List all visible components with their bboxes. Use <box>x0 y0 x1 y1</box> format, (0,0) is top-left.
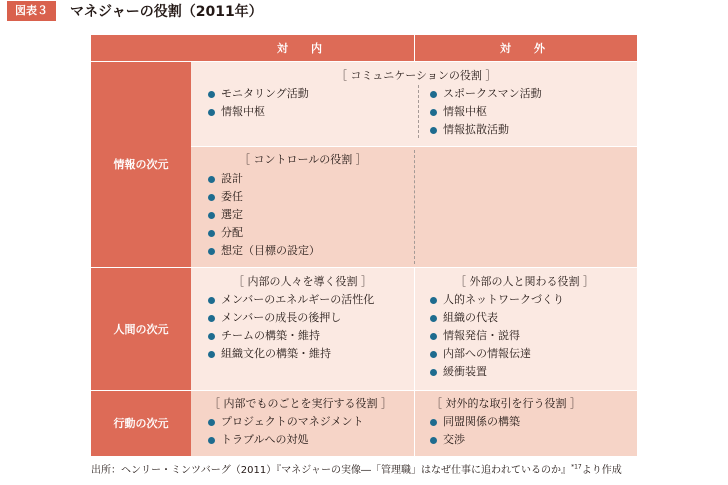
list-item: 人的ネットワークづくり <box>430 291 564 309</box>
row-divider <box>91 267 637 268</box>
list-item: 同盟関係の構築 <box>430 413 520 431</box>
list-item: 選定 <box>208 206 320 224</box>
list-item: 情報拡散活動 <box>430 121 542 139</box>
bullet-icon <box>208 230 215 237</box>
roles-table <box>91 35 637 456</box>
bullet-icon <box>208 91 215 98</box>
deal-outer-list <box>430 413 520 449</box>
bullet-icon <box>430 437 437 444</box>
list-item: メンバーの成長の後押し <box>208 309 374 327</box>
footnote-marker: *17 <box>571 463 582 471</box>
bullet-icon <box>208 297 215 304</box>
row-divider <box>91 61 637 62</box>
bullet-icon <box>430 419 437 426</box>
communication-role-title: ［ コミュニケーションの役割 ］ <box>336 69 497 82</box>
bullet-icon <box>430 91 437 98</box>
row-header-information: 情報の次元 <box>91 61 191 267</box>
bullet-icon <box>208 351 215 358</box>
bullet-icon <box>430 369 437 376</box>
control-dashed-divider <box>414 150 415 264</box>
list-item: チームの構築・維持 <box>208 327 374 345</box>
row-divider <box>91 390 637 391</box>
source-suffix: より作成 <box>581 465 622 476</box>
bullet-icon <box>430 315 437 322</box>
bullet-icon <box>430 351 437 358</box>
list-item: 交渉 <box>430 431 520 449</box>
list-item: 分配 <box>208 224 320 242</box>
bullet-icon <box>208 419 215 426</box>
list-item: 緩衝装置 <box>430 363 564 381</box>
row-divider <box>191 146 637 147</box>
bullet-icon <box>208 437 215 444</box>
connect-outer-role-title: ［ 外部の人と関わる役割 ］ <box>455 275 594 288</box>
row-header-people: 人間の次元 <box>91 267 191 390</box>
list-item: モニタリング活動 <box>208 85 309 103</box>
row-header-action: 行動の次元 <box>91 390 191 456</box>
bullet-icon <box>208 333 215 340</box>
source-text: 出所：ヘンリー・ミンツバーグ（2011）『マネジャーの実像―「管理職」はなぜ仕事に追われているのか』 <box>91 465 572 476</box>
bullet-icon <box>208 194 215 201</box>
control-role-title: ［ コントロールの役割 ］ <box>239 153 367 166</box>
figure-header <box>0 0 263 22</box>
bullet-icon <box>430 333 437 340</box>
bullet-icon <box>430 127 437 134</box>
list-item: 委任 <box>208 188 320 206</box>
figure-title: マネジャーの役割（2011年） <box>70 4 263 20</box>
list-item: トラブルへの対処 <box>208 431 363 449</box>
deal-outer-role-title: ［ 対外的な取引を行う役割 ］ <box>431 397 581 410</box>
list-item: 情報中枢 <box>208 103 309 121</box>
list-item: 情報中枢 <box>430 103 542 121</box>
corner-cell <box>91 35 191 61</box>
list-item: プロジェクトのマネジメント <box>208 413 363 431</box>
list-item: 内部への情報伝達 <box>430 345 564 363</box>
list-item: 組織文化の構築・維持 <box>208 345 374 363</box>
column-header-inner: 対 内 <box>191 35 414 61</box>
do-inner-role-title: ［ 内部でものごとを実行する役割 ］ <box>209 397 392 410</box>
control-list <box>208 170 320 260</box>
list-item: 情報発信・説得 <box>430 327 564 345</box>
list-item: 設計 <box>208 170 320 188</box>
communication-inner-list <box>208 85 309 121</box>
bullet-icon <box>208 176 215 183</box>
list-item: メンバーのエネルギーの活性化 <box>208 291 374 309</box>
bullet-icon <box>208 109 215 116</box>
people-divider <box>414 267 415 456</box>
bullet-icon <box>430 297 437 304</box>
bullet-icon <box>208 248 215 255</box>
bullet-icon <box>430 109 437 116</box>
figure-badge: 図表３ <box>7 1 56 21</box>
bullet-icon <box>208 212 215 219</box>
connect-outer-list <box>430 291 564 381</box>
column-header-outer: 対 外 <box>414 35 637 61</box>
do-inner-list <box>208 413 363 449</box>
list-item: スポークスマン活動 <box>430 85 542 103</box>
lead-inner-role-title: ［ 内部の人々を導く役割 ］ <box>233 275 372 288</box>
source-citation <box>91 461 622 476</box>
lead-inner-list <box>208 291 374 363</box>
list-item: 組織の代表 <box>430 309 564 327</box>
bullet-icon <box>208 315 215 322</box>
list-item: 想定（目標の設定） <box>208 242 320 260</box>
communication-dashed-divider <box>418 85 419 138</box>
communication-outer-list <box>430 85 542 139</box>
column-divider <box>414 35 415 61</box>
